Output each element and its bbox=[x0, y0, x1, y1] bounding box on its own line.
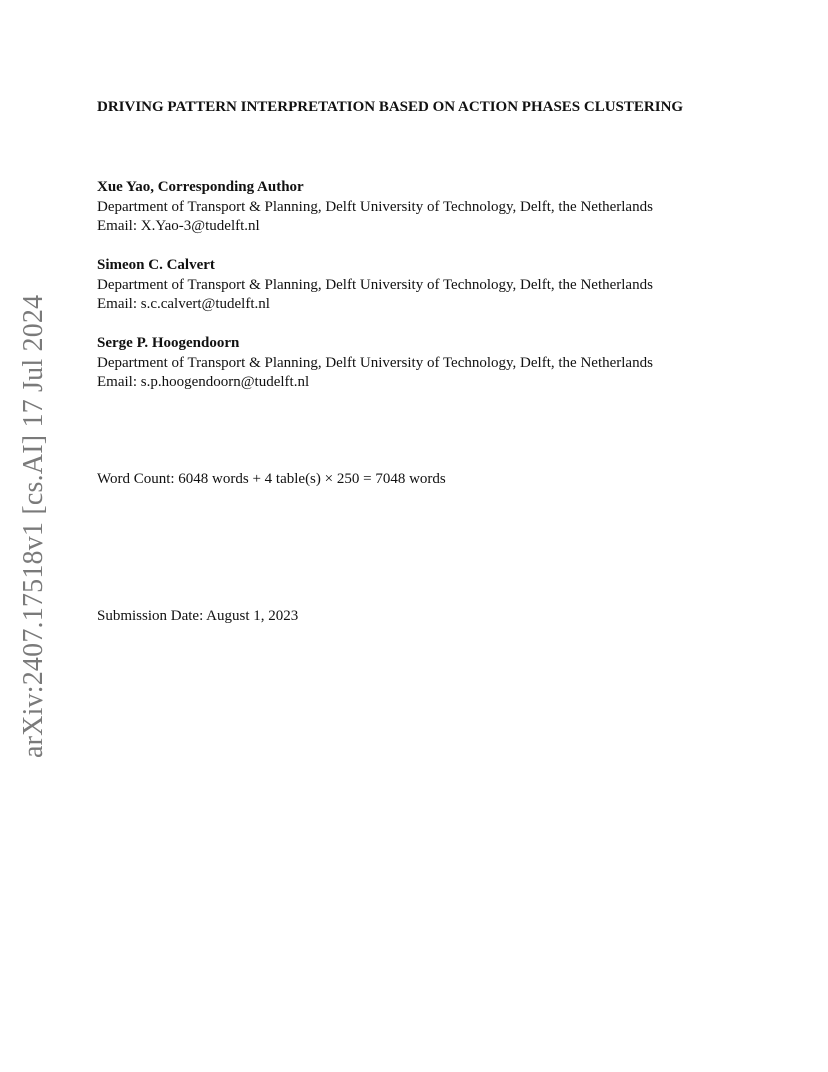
author-block-3 bbox=[97, 334, 797, 393]
arxiv-identifier: arXiv:2407.17518v1 [cs.AI] 17 Jul 2024 bbox=[18, 294, 49, 758]
word-count: Word Count: 6048 words + 4 table(s) × 250 = 7048 words bbox=[97, 471, 446, 487]
author-block-1 bbox=[97, 178, 797, 237]
author-affiliation: Department of Transport & Planning, Delft University of Technology, Delft, the Netherlands bbox=[97, 354, 653, 371]
author-name: Simeon C. Calvert bbox=[97, 257, 215, 273]
author-name: Serge P. Hoogendoorn bbox=[97, 335, 240, 351]
author-name: Xue Yao, Corresponding Author bbox=[97, 179, 304, 195]
author-affiliation: Department of Transport & Planning, Delft University of Technology, Delft, the Netherlands bbox=[97, 276, 653, 293]
submission-date: Submission Date: August 1, 2023 bbox=[97, 608, 299, 624]
author-email: Email: X.Yao-3@tudelft.nl bbox=[97, 218, 260, 234]
author-block-2 bbox=[97, 256, 797, 315]
author-affiliation: Department of Transport & Planning, Delft University of Technology, Delft, the Netherlands bbox=[97, 198, 653, 215]
author-email: Email: s.c.calvert@tudelft.nl bbox=[97, 296, 270, 312]
paper-title: DRIVING PATTERN INTERPRETATION BASED ON ACTION PHASES CLUSTERING bbox=[97, 99, 684, 115]
author-email: Email: s.p.hoogendoorn@tudelft.nl bbox=[97, 374, 310, 390]
